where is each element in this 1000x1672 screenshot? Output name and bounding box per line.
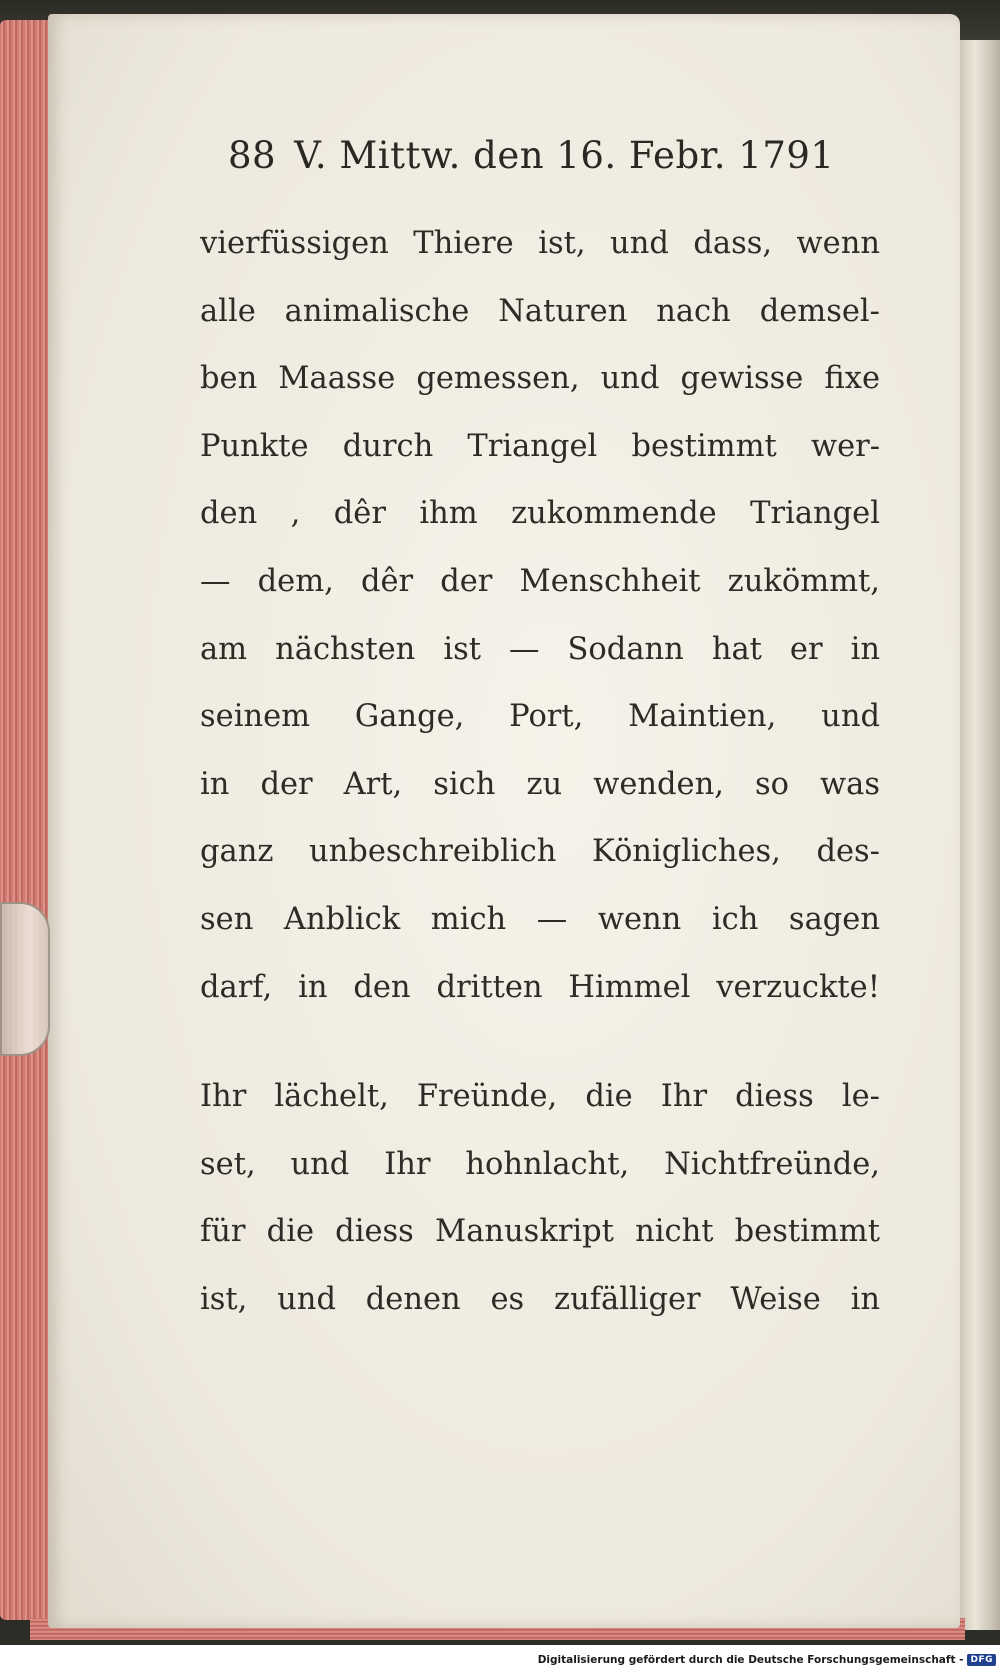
text-line: am nächsten ist — Sodann hat er in (200, 631, 880, 667)
text-line: für die diess Manuskript nicht bestimmt (200, 1214, 880, 1250)
text-line: ist, und denen es zufälliger Weise in (200, 1281, 880, 1317)
text-line: alle animalische Naturen nach demsel- (200, 293, 880, 329)
text-line: Punkte durch Triangel bestimmt wer- (200, 428, 880, 464)
running-head (228, 134, 848, 177)
body-text (200, 225, 880, 1349)
text-line: set, und Ihr hohnlacht, Nichtfreünde, (200, 1146, 880, 1182)
text-line: ben Maasse gemessen, und gewisse fixe (200, 361, 880, 397)
text-line: sen Anblick mich — wenn ich sagen (200, 901, 880, 937)
right-page-edge (958, 40, 1000, 1630)
page-number: 88 (228, 134, 277, 177)
credit-text: Digitalisierung gefördert durch die Deutsche Forschungsgemeinschaft - (537, 1654, 964, 1666)
page-clip (0, 902, 50, 1056)
text-line: Ihr lächelt, Freünde, die Ihr diess le- (200, 1079, 880, 1115)
digitization-credit (538, 1654, 996, 1666)
text-line: — dem, dêr der Menschheit zukömmt, (200, 563, 880, 599)
text-line: darf, in den dritten Himmel verzuckte! (200, 969, 880, 1005)
paragraph-gap (200, 1036, 880, 1078)
dfg-logo: DFG (967, 1654, 996, 1666)
text-line: den , dêr ihm zukommende Triangel (200, 496, 880, 532)
text-line: in der Art, sich zu wenden, so was (200, 766, 880, 802)
text-line: seinem Gange, Port, Maintien, und (200, 699, 880, 735)
text-line: ganz unbeschreiblich Königliches, des- (200, 834, 880, 870)
running-head-text: V. Mittw. den 16. Febr. 1791 (294, 134, 835, 177)
text-line: vierfüssigen Thiere ist, und dass, wenn (200, 226, 880, 261)
